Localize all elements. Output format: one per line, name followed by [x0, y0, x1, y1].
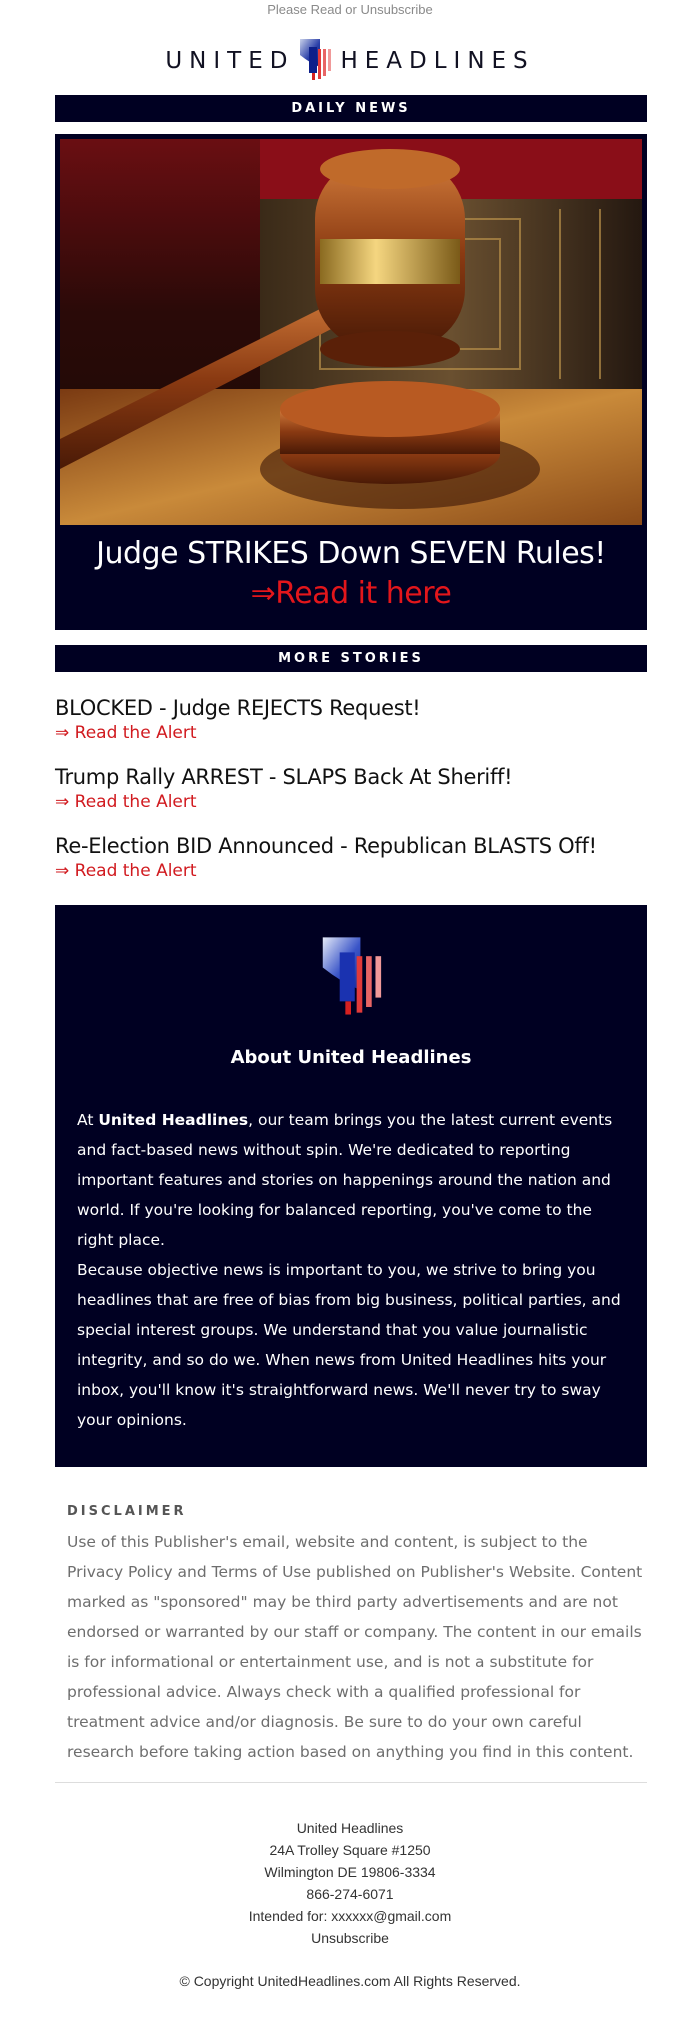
story-read-link[interactable]: ⇒ Read the Alert — [55, 792, 197, 812]
footer-address-line-1: 24A Trolley Square #1250 — [269, 1842, 431, 1858]
story-title[interactable]: BLOCKED - Judge REJECTS Request! — [55, 696, 421, 720]
gavel-hero-image[interactable] — [60, 139, 642, 525]
story-item[interactable] — [55, 832, 647, 882]
preheader-text[interactable]: Please Read or Unsubscribe — [267, 2, 433, 17]
story-title[interactable]: Re-Election BID Announced - Republican BLASTS Off! — [55, 834, 597, 858]
shield-logo-icon — [298, 37, 332, 86]
about-paragraph-2: Because objective news is important to you, we strive to bring you headlines that are free of bias from big business, political parties, and special interest groups. We understand that you value journalistic integrity, and so do we. When news from United Headlines hits your inbox, you'll know it's straightforward news. We'll never try to sway your opinions. — [77, 1261, 621, 1429]
about-paragraph-1 — [77, 1105, 625, 1255]
about-p1-prefix: At — [77, 1111, 99, 1129]
copyright-text: © Copyright UnitedHeadlines.com All Rights Reserved. — [179, 1973, 521, 1989]
hero-feature[interactable] — [55, 134, 647, 630]
brand-logo[interactable] — [0, 36, 700, 86]
story-item[interactable] — [55, 763, 647, 813]
story-read-link[interactable]: ⇒ Read the Alert — [55, 723, 197, 743]
footer-divider — [55, 1782, 647, 1783]
shield-emblem-icon — [319, 933, 383, 1022]
unsubscribe-link[interactable]: Unsubscribe — [311, 1930, 389, 1946]
footer-intended-for: Intended for: xxxxxx@gmail.com — [248, 1908, 452, 1924]
about-title: About United Headlines — [230, 1047, 472, 1068]
story-item[interactable] — [55, 694, 647, 744]
footer-address-line-2: Wilmington DE 19806-3334 — [264, 1864, 436, 1880]
brand-word-right: HEADLINES — [340, 48, 535, 74]
brand-word-left: UNITED — [165, 48, 295, 74]
daily-news-bar: DAILY NEWS — [55, 95, 647, 122]
about-p1-bold: United Headlines — [98, 1111, 249, 1129]
footer-company: United Headlines — [296, 1820, 404, 1836]
hero-read-link[interactable]: ⇒Read it here — [250, 576, 452, 611]
disclaimer-heading: DISCLAIMER — [67, 1504, 187, 1519]
hero-headline[interactable]: Judge STRIKES Down SEVEN Rules! — [96, 536, 606, 571]
footer-phone: 866-274-6071 — [306, 1886, 394, 1902]
story-title[interactable]: Trump Rally ARREST - SLAPS Back At Sheriff! — [55, 765, 513, 789]
story-read-link[interactable]: ⇒ Read the Alert — [55, 861, 197, 881]
footer-address — [0, 1817, 700, 1949]
more-stories-bar: MORE STORIES — [55, 645, 647, 672]
about-section — [55, 905, 647, 1467]
about-p1-rest: , our team brings you the latest current events and fact-based news without spin. We're dedicated to reporting important features and stories on happenings around the nation and world. If you're looking for balanced reporting, you've come to the right place. — [77, 1111, 613, 1249]
disclaimer-text: Use of this Publisher's email, website and content, is subject to the Privacy Policy and Terms of Use published on Publisher's Website. Content marked as "sponsored" may be third party advertisements and are not endorsed or warranted by our staff or company. The content in our emails is for informational or entertainment use, and is not a substitute for professional advice. Always check with a qualified professional for treatment advice and/or diagnosis. Be sure to do your own careful research before taking action based on anything you find in this content. — [67, 1533, 643, 1761]
